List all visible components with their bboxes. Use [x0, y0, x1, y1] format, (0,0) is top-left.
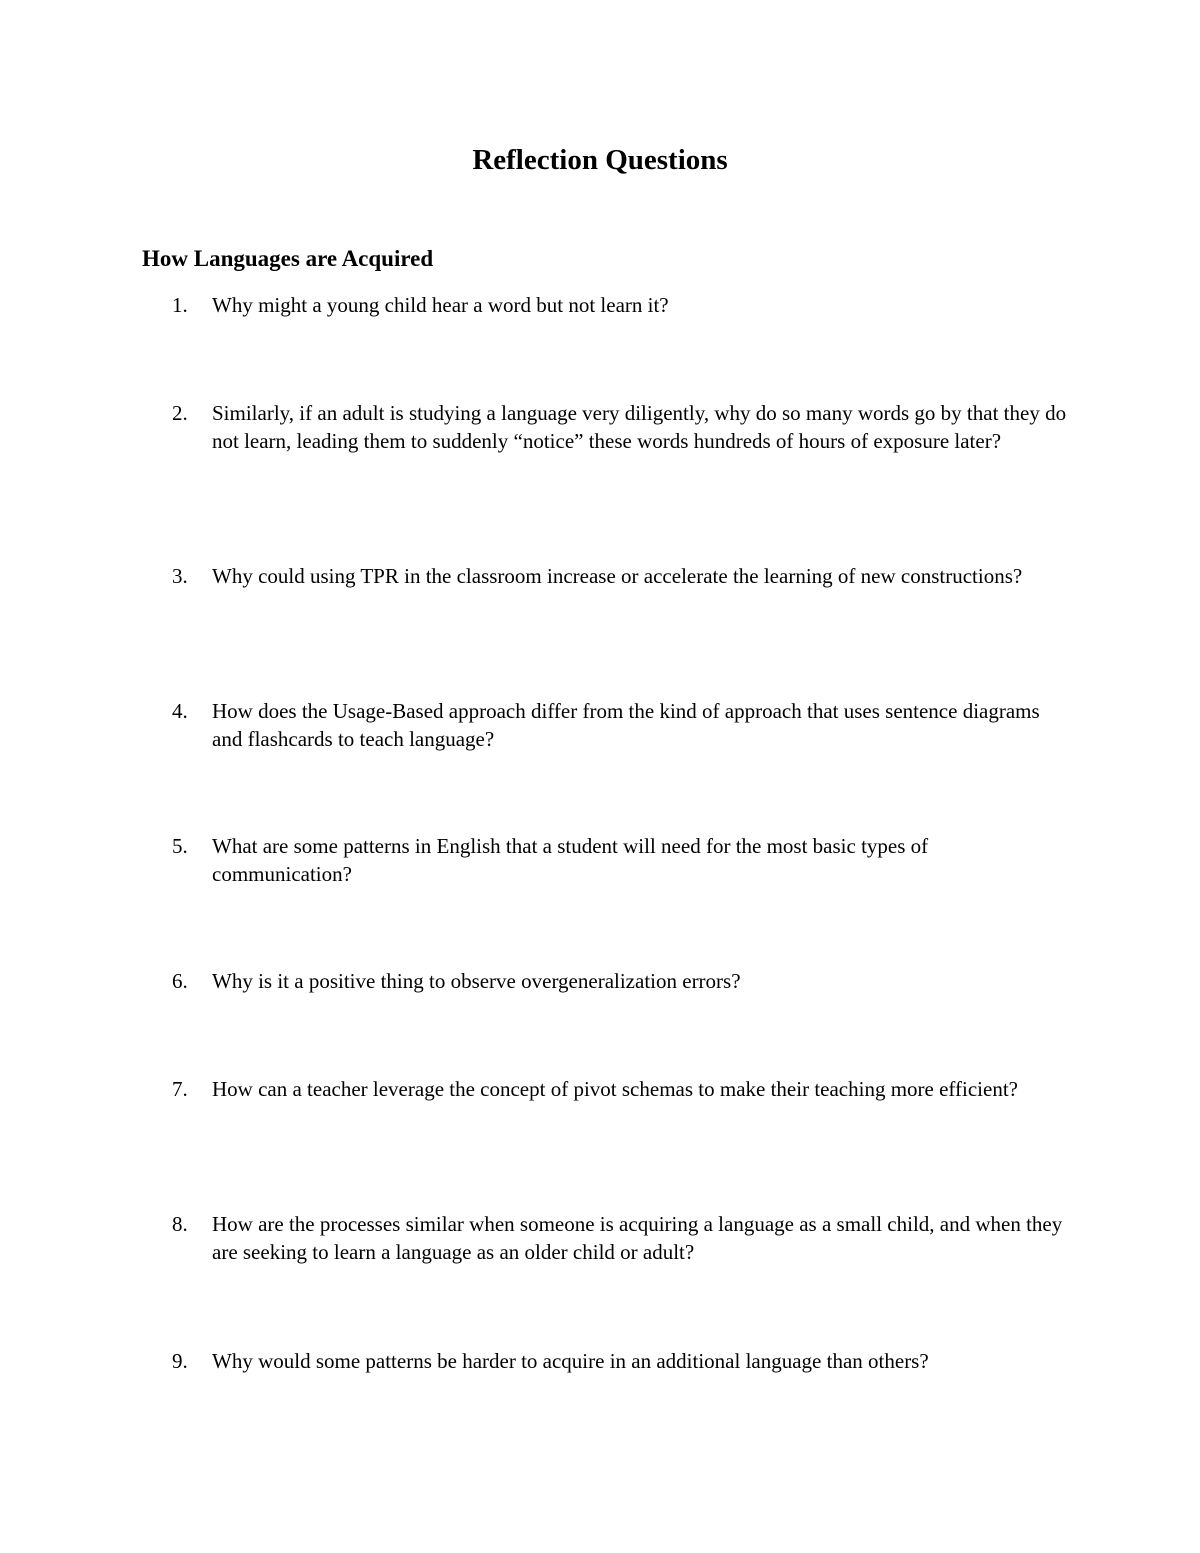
question-item-9 — [172, 1347, 1072, 1375]
question-item-2 — [172, 399, 1072, 455]
question-text: Similarly, if an adult is studying a language very diligently, why do so many words go by that they do not learn, leading them to suddenly “notice” these words hundreds of hours of exposure later? — [212, 401, 1067, 453]
question-text: Why could using TPR in the classroom increase or accelerate the learning of new constructions? — [212, 564, 1023, 588]
question-number: 3. — [172, 564, 188, 588]
question-item-7 — [172, 1075, 1072, 1103]
question-text: Why would some patterns be harder to acquire in an additional language than others? — [212, 1349, 929, 1373]
question-text: What are some patterns in English that a student will need for the most basic types of communication? — [212, 834, 929, 886]
question-text: How are the processes similar when someone is acquiring a language as a small child, and when they are seeking to learn a language as an older child or adult? — [212, 1212, 1063, 1264]
page-title: Reflection Questions — [472, 144, 728, 176]
question-number: 6. — [172, 969, 188, 993]
question-text: Why is it a positive thing to observe overgeneralization errors? — [212, 969, 741, 993]
question-number: 4. — [172, 699, 188, 723]
question-number: 5. — [172, 834, 188, 858]
question-item-5 — [172, 832, 1072, 888]
section-heading: How Languages are Acquired — [142, 246, 434, 271]
question-item-4 — [172, 697, 1072, 753]
question-item-1 — [172, 291, 1072, 319]
question-item-8 — [172, 1210, 1072, 1266]
question-number: 1. — [172, 293, 188, 317]
question-number: 7. — [172, 1077, 188, 1101]
question-text: How does the Usage-Based approach differ from the kind of approach that uses sentence diagrams and flashcards to teach language? — [212, 699, 1040, 751]
question-item-6 — [172, 967, 1072, 995]
question-number: 9. — [172, 1349, 188, 1373]
question-item-3 — [172, 562, 1072, 590]
question-text: How can a teacher leverage the concept of pivot schemas to make their teaching more efficient? — [212, 1077, 1018, 1101]
question-number: 2. — [172, 401, 188, 425]
question-number: 8. — [172, 1212, 188, 1236]
question-text: Why might a young child hear a word but not learn it? — [212, 293, 669, 317]
